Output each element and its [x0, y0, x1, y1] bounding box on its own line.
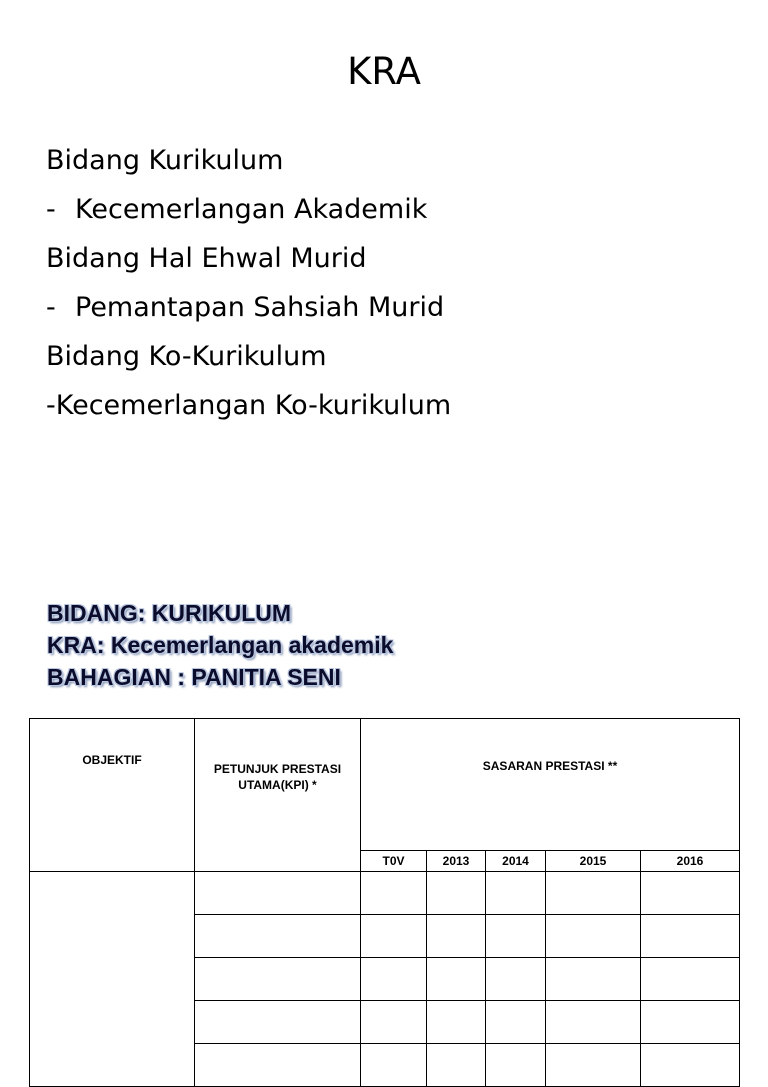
- table-cell: [361, 915, 427, 958]
- table-cell: [546, 1001, 641, 1044]
- list-item-text: Pemantapan Sahsiah Murid: [75, 292, 445, 323]
- table-cell: [546, 958, 641, 1001]
- table-cell: [486, 915, 546, 958]
- table-cell: [486, 1001, 546, 1044]
- dash-marker: -: [46, 194, 56, 225]
- table-row: [30, 872, 740, 915]
- table-cell: [641, 915, 740, 958]
- table-cell: [195, 958, 361, 1001]
- slide-kpi-table: [0, 545, 768, 1024]
- header-year: 2016: [641, 851, 740, 872]
- list-item: [46, 283, 451, 332]
- list-item: [46, 381, 451, 430]
- table-cell: [361, 872, 427, 915]
- table-cell: [195, 872, 361, 915]
- heading-bidang: BIDANG: KURIKULUM: [47, 600, 292, 626]
- table-cell: [641, 1001, 740, 1044]
- header-year: 2013: [427, 851, 486, 872]
- heading-bahagian: BAHAGIAN : PANITIA SENI: [47, 664, 341, 690]
- table-cell: [486, 958, 546, 1001]
- list-item: [46, 185, 451, 234]
- header-sasaran: SASARAN PRESTASI **: [361, 719, 740, 851]
- table-cell: [641, 958, 740, 1001]
- table-cell: [361, 1001, 427, 1044]
- table-cell: [195, 1001, 361, 1044]
- list-item-text: Bidang Hal Ehwal Murid: [46, 243, 367, 274]
- dash-marker: -: [46, 292, 56, 323]
- header-year: 2014: [486, 851, 546, 872]
- header-year: 2015: [546, 851, 641, 872]
- slide-heading: [47, 597, 393, 693]
- list-item-text: Bidang Kurikulum: [46, 145, 284, 176]
- table-cell: [361, 1044, 427, 1087]
- table-cell: [195, 915, 361, 958]
- table-cell: [361, 958, 427, 1001]
- table-cell: [427, 1001, 486, 1044]
- table-cell-objektif: [30, 872, 195, 1087]
- kpi-table: [29, 718, 740, 1087]
- table-cell: [427, 1044, 486, 1087]
- header-year: T0V: [361, 851, 427, 872]
- heading-kra: KRA: Kecemerlangan akademik: [47, 632, 394, 658]
- table-cell: [641, 1044, 740, 1087]
- table-cell: [641, 872, 740, 915]
- header-objektif: OBJEKTIF: [30, 719, 195, 872]
- table-cell: [546, 915, 641, 958]
- table-cell: [546, 1044, 641, 1087]
- table-cell: [546, 872, 641, 915]
- kra-list: [46, 136, 451, 430]
- list-item-text: -Kecemerlangan Ko-kurikulum: [46, 390, 452, 421]
- table-cell: [486, 872, 546, 915]
- list-item: [46, 332, 451, 381]
- slide-title: KRA: [347, 50, 421, 93]
- list-item: [46, 234, 451, 283]
- list-item-text: Bidang Ko-Kurikulum: [46, 341, 327, 372]
- table-cell: [427, 872, 486, 915]
- table-cell: [486, 1044, 546, 1087]
- table-cell: [195, 1044, 361, 1087]
- table-cell: [427, 958, 486, 1001]
- table-cell: [427, 915, 486, 958]
- list-item: [46, 136, 451, 185]
- table-header-row: [30, 719, 740, 851]
- header-kpi: PETUNJUK PRESTASI UTAMA(KPI) *: [195, 719, 361, 872]
- list-item-text: Kecemerlangan Akademik: [75, 194, 428, 225]
